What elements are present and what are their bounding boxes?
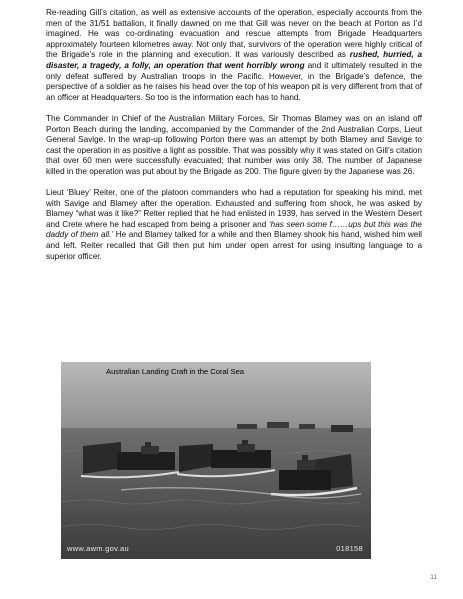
- photo-caption: Australian Landing Craft in the Coral Sea: [106, 367, 245, 376]
- landing-craft-photo: [61, 362, 371, 559]
- paragraph-3-text-a: Lieut ‘Bluey’ Reiter, one of the platoon commanders who had a reputation for speaking his mind, met with Savige and Blamey after the operation. Exhausted and suffering from shock, he was asked by Blamey “what was it like?” Reiter replied that he had enlisted in 1939, has served in the Western Desert and Crete where he had escaped from being a prisoner and: [46, 188, 422, 229]
- paragraph-3: [46, 188, 422, 262]
- page-number: 11: [430, 574, 437, 581]
- paragraph-1-text-a: Re-reading Gill’s citation, as well as extensive accounts of the operation, especially accounts from the men of the 31/51 battalion, it finally dawned on me that Gill was never on the beach at Porton as I’d imagined. He was co-ordinating evacuation and rescue attempts from Brigade Headquarters approximately fourteen kilometres away. Not only that, survivors of the operation were highly critical of the Brigade’s role in the planning and execution. It was variously described as: [46, 8, 422, 60]
- paragraph-2: [46, 114, 422, 178]
- paragraph-1: [46, 8, 422, 103]
- paragraph-3-text-c: He and Blamey talked for a while and then Blamey shook his hand, wished him well and left. Reiter recalled that Gill then put him under open arrest for using insulting language to a superior officer.: [46, 230, 423, 261]
- photo-watermark-id: 018158: [336, 544, 363, 553]
- paragraph-3-quote: ‘has seen some f……ups but this was the daddy of them all.’: [46, 219, 422, 240]
- paragraph-1-text-c: and it ultimately resulted in the only defeat suffered by Australian troops in the Pacific. However, in the Brigade’s defence, the perspective of a soldier as he raises his head over the top of his weapon pit is very different from that of an officer at Headquarters. So too is the information each has to hand.: [46, 60, 422, 102]
- photo-illustration: [61, 362, 371, 559]
- paragraph-2-text: The Commander in Chief of the Australian Military Forces, Sir Thomas Blamey was on an island off Porton Beach during the landing, accompanied by the Commander of the 2nd Australian Corps, Lieut General Savige. In the wrap-up following Porton there was an attempt by both Blamey and Savige to cast the operation in as positive a light as possible. That was possibly why it was stated on Gill’s citation that over 60 men were successfully evacuated; that number was only 38. The number of Japanese killed in the operation was put about by the Brigade as 200. The figure given by the Japanese was 26.: [46, 113, 422, 176]
- photo-watermark-site: www.awm.gov.au: [67, 544, 129, 553]
- paragraph-1-emphasis: rushed, hurried, a disaster, a tragedy, a folly, an operation that went horribly wrong: [46, 50, 422, 70]
- body-text: [46, 8, 422, 273]
